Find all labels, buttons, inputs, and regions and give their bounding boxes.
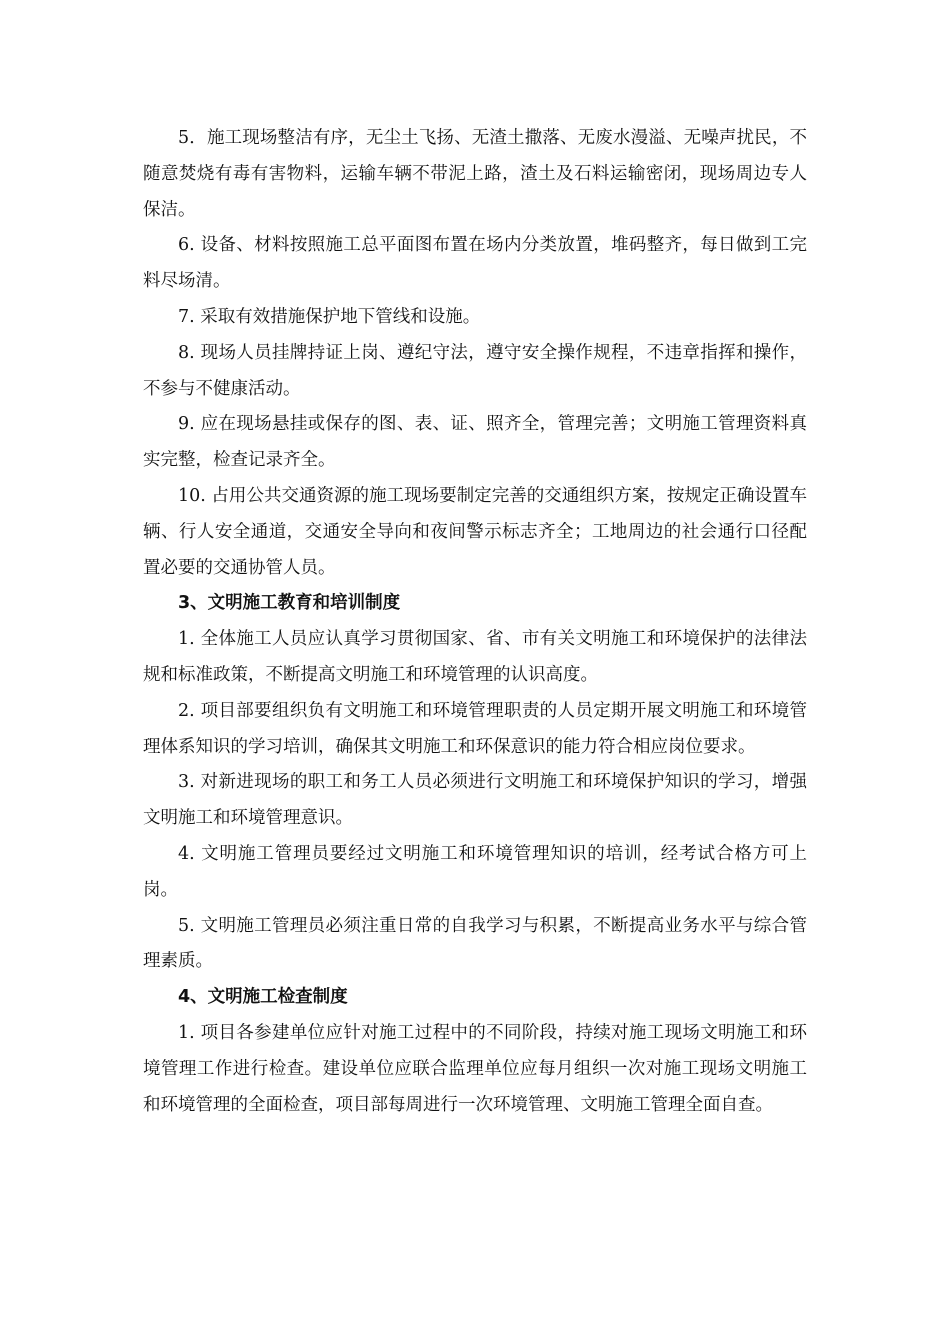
paragraph-item-7: 7. 采取有效措施保护地下管线和设施。 <box>178 306 481 327</box>
section-heading-4: 4、文明施工检查制度 <box>178 987 348 1008</box>
paragraph-item-6: 6. 设备、材料按照施工总平面图布置在场内分类放置，堆码整齐，每日做到工完料尽场清。 <box>143 235 807 292</box>
paragraph-item-5: 5．施工现场整洁有序，无尘土飞扬、无渣土撒落、无废水漫溢、无噪声扰民，不随意焚烧有毒有害物料，运输车辆不带泥上路，渣土及石料运输密闭，现场周边专人保洁。 <box>143 128 807 220</box>
section-3-item-1: 1. 全体施工人员应认真学习贯彻国家、省、市有关文明施工和环境保护的法律法规和标准政策，不断提高文明施工和环境管理的认识高度。 <box>143 629 807 685</box>
section-3-item-4: 4. 文明施工管理员要经过文明施工和环境管理知识的培训，经考试合格方可上岗。 <box>143 843 807 900</box>
section-3-item-3: 3. 对新进现场的职工和务工人员必须进行文明施工和环境保护知识的学习，增强文明施工和环境管理意识。 <box>143 772 807 829</box>
paragraph-item-8: 8. 现场人员挂牌持证上岗、遵纪守法，遵守安全操作规程，不违章指挥和操作，不参与不健康活动。 <box>143 342 807 399</box>
section-heading-3: 3、文明施工教育和培训制度 <box>178 593 401 614</box>
paragraph-item-10: 10. 占用公共交通资源的施工现场要制定完善的交通组织方案，按规定正确设置车辆、行人安全通道，交通安全导向和夜间警示标志齐全；工地周边的社会通行口径配置必要的交通协管人员。 <box>143 485 807 578</box>
paragraph-item-9: 9. 应在现场悬挂或保存的图、表、证、照齐全，管理完善；文明施工管理资料真实完整，检查记录齐全。 <box>143 414 807 471</box>
section-4-item-1: 1. 项目各参建单位应针对施工过程中的不同阶段，持续对施工现场文明施工和环境管理工作进行检查。建设单位应联合监理单位应每月组织一次对施工现场文明施工和环境管理的全面检查，项目部每周进行一次环境管理、文明施工管理全面自查。 <box>143 1022 807 1115</box>
section-3-item-5: 5. 文明施工管理员必须注重日常的自我学习与积累，不断提高业务水平与综合管理素质。 <box>143 915 807 972</box>
section-3-item-2: 2. 项目部要组织负有文明施工和环境管理职责的人员定期开展文明施工和环境管理体系知识的学习培训，确保其文明施工和环保意识的能力符合相应岗位要求。 <box>143 700 807 757</box>
document-body <box>143 121 807 1123</box>
